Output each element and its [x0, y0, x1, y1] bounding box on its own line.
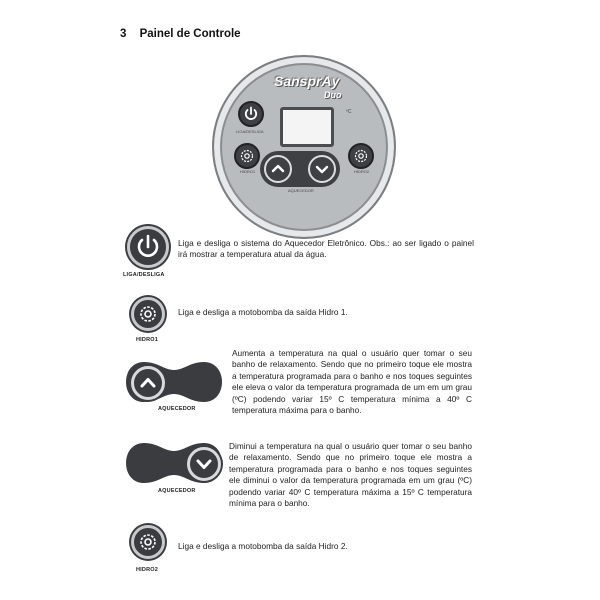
hidro2-description: Liga e desliga a motobomba da saída Hidro 2. [178, 541, 348, 551]
hydro-pump-icon [236, 145, 258, 167]
power-button-illustration [127, 226, 169, 268]
temp-down-button-illustration [187, 447, 221, 481]
temperature-display [280, 107, 334, 147]
temp-up-description: Aumenta a temperatura na qual o usuário quer tomar o seu banho de relaxamento. Sendo que no primeiro toque ele mostra a temperatura programada para o banho e nos toques seguintes ele eleva o valor da temperatura programada de um em um grau (ºC) podendo variar 15º C temperatura mínima a 40º C temperatura máxima para o banho. [232, 348, 472, 416]
hidro1-label: HIDRO1 [136, 337, 158, 343]
power-label: LIGA/DESLIGA [123, 272, 165, 278]
panel-temp-up-button[interactable] [264, 155, 292, 183]
heater-down-label: AQUECEDOR [158, 488, 196, 494]
hydro-pump-icon [350, 145, 372, 167]
temp-up-button-illustration [131, 366, 165, 400]
temp-down-description: Diminui a temperatura na qual o usuário quer tomar o seu banho de relaxamento. Sendo que no primeiro toque ele mostra a temperatura programada para o banho e nos toques seguintes ele diminui o valor da temperatura programada em um grau (ºC) podendo variar 40º C temperatura máxima a 15º C temperatura mínima para o banho. [229, 441, 472, 509]
hidro2-label: HIDRO2 [136, 567, 158, 573]
hydro-pump-icon [134, 300, 162, 328]
panel-power-label: LIGA/DESLIGA [236, 129, 264, 134]
heater-up-label: AQUECEDOR [158, 406, 196, 412]
temp-unit-label: ºC [346, 109, 352, 115]
power-icon [130, 229, 166, 265]
hydro-pump-icon [134, 528, 162, 556]
power-description: Liga e desliga o sistema do Aquecedor Eletrônico. Obs.: ao ser ligado o painel irá mostrar a temperatura atual da água. [178, 238, 474, 260]
hidro1-button-illustration [131, 297, 165, 331]
chevron-up-icon [266, 157, 290, 181]
brand-logo: SansprAy [274, 73, 340, 89]
panel-hidro2-label: HIDRO2 [354, 169, 370, 174]
control-panel [212, 55, 396, 239]
panel-heater-label: AQUECEDOR [288, 188, 314, 193]
chevron-up-icon [134, 369, 162, 397]
section-number: 3 [120, 28, 127, 40]
hidro2-button-illustration [131, 525, 165, 559]
panel-hidro1-button[interactable] [234, 143, 260, 169]
panel-heater-control [260, 151, 340, 187]
panel-temp-down-button[interactable] [308, 155, 336, 183]
panel-hidro2-button[interactable] [348, 143, 374, 169]
section-title: Painel de Controle [139, 28, 241, 40]
hidro1-description: Liga e desliga a motobomba da saída Hidro 1. [178, 307, 348, 317]
panel-hidro1-label: HIDRO1 [240, 169, 256, 174]
brand-sub-logo: Duo [324, 90, 342, 100]
chevron-down-icon [310, 157, 334, 181]
section-heading [120, 28, 241, 40]
panel-power-button[interactable] [238, 101, 264, 127]
power-icon [240, 103, 262, 125]
chevron-down-icon [190, 450, 218, 478]
